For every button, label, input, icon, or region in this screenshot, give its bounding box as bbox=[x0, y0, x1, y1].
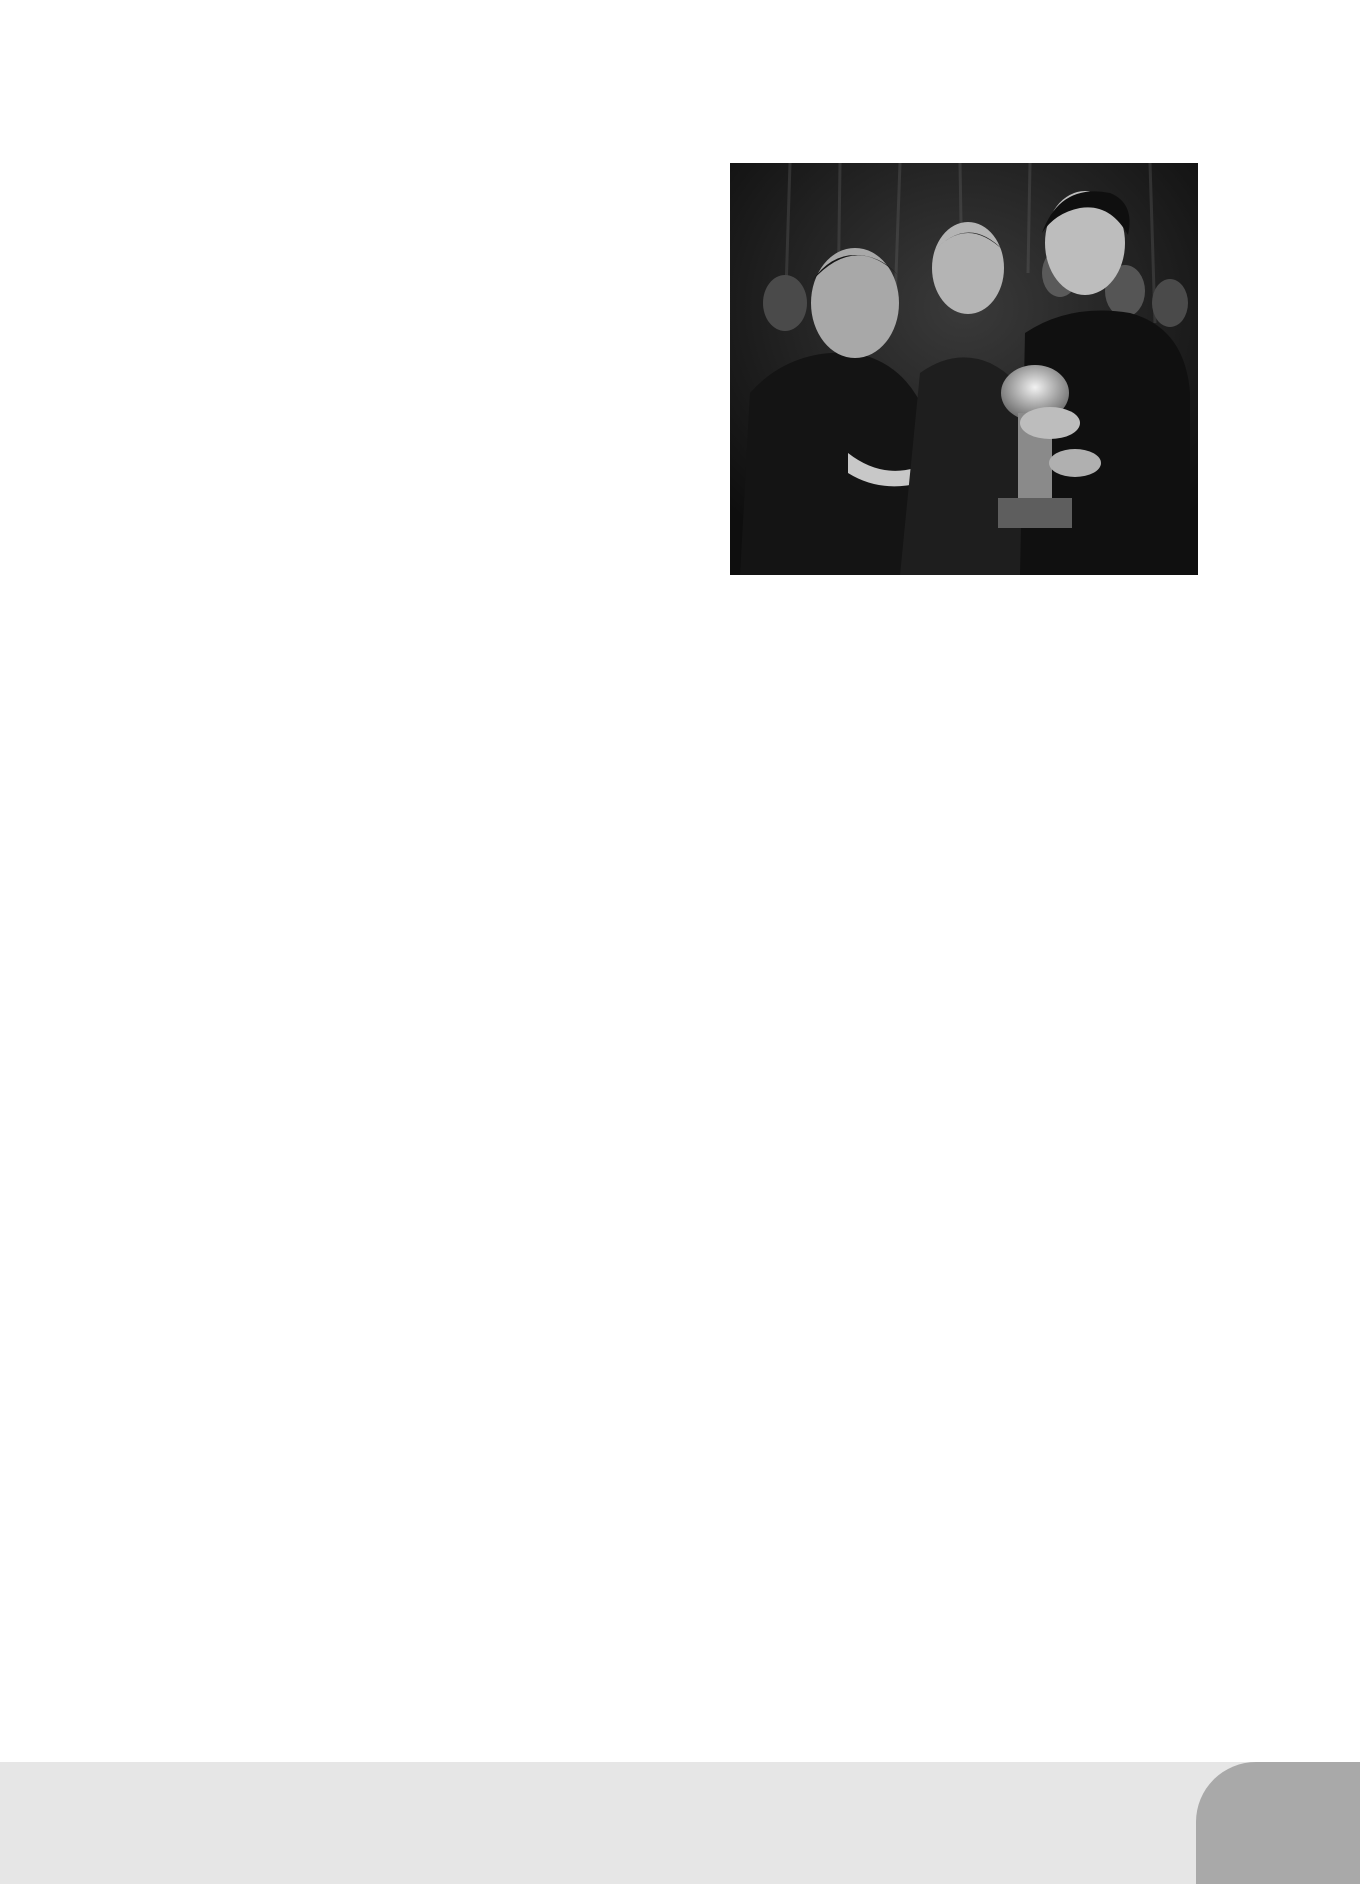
page-number-tab bbox=[1196, 1762, 1360, 1884]
footer-band bbox=[0, 1762, 1360, 1884]
historical-photo bbox=[730, 163, 1198, 575]
photo-illustration bbox=[730, 163, 1198, 575]
